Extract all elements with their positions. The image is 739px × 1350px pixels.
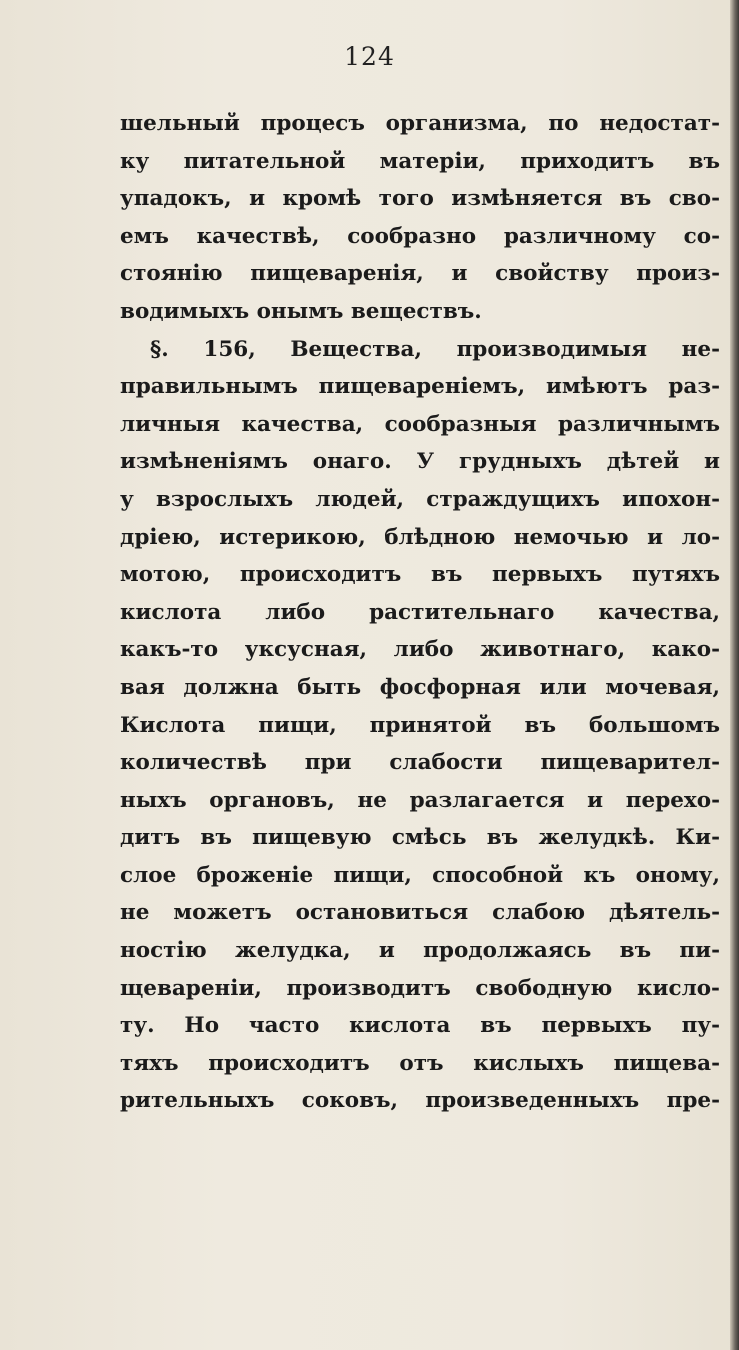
text-line: дитъ въ пищевую смѣсь въ желудкѣ. Ки-: [120, 825, 720, 851]
text-line: дріею, истерикою, блѣдною немочью и ло-: [120, 524, 720, 550]
body-text: [120, 105, 720, 1120]
text-line: личныя качества, сообразныя различнымъ: [120, 411, 720, 437]
text-line: Кислота пищи, принятой въ большомъ: [120, 712, 720, 738]
text-line: ностію желудка, и продолжаясь въ пи-: [120, 938, 720, 964]
text-line: упадокъ, и кромѣ того измѣняется въ сво-: [120, 186, 720, 212]
text-line: не можетъ остановиться слабою дѣятель-: [120, 900, 720, 926]
text-line: емъ качествѣ, сообразно различному со-: [120, 223, 720, 249]
text-line: тяхъ происходитъ отъ кислыхъ пищева-: [120, 1050, 720, 1076]
page-edge-shadow: [730, 0, 739, 1350]
text-line: водимыхъ онымъ веществъ.: [120, 298, 482, 324]
text-line: у взрослыхъ людей, страждущихъ ипохон-: [120, 486, 720, 512]
text-line: щевареніи, производитъ свободную кисло-: [120, 975, 720, 1001]
text-line: рительныхъ соковъ, произведенныхъ пре-: [120, 1088, 720, 1114]
text-line: измѣненіямъ онаго. У грудныхъ дѣтей и: [120, 449, 720, 475]
text-line: вая должна быть фосфорная или мочевая,: [120, 674, 720, 700]
text-line: ту. Но часто кислота въ первыхъ пу-: [120, 1013, 720, 1039]
text-line: какъ-то уксусная, либо животнаго, како-: [120, 637, 720, 663]
text-line: стоянію пищеваренія, и свойству произ-: [120, 261, 720, 287]
text-line: шельный процесъ организма, по недостат-: [120, 111, 720, 136]
text-line: мотою, происходитъ въ первыхъ путяхъ: [120, 562, 720, 588]
text-line: слое броженіе пищи, способной къ оному,: [120, 862, 720, 888]
text-line: количествѣ при слабости пищеварител-: [120, 750, 720, 776]
text-line: ныхъ органовъ, не разлагается и перехо-: [120, 787, 720, 813]
text-line: кислота либо растительнаго качества,: [120, 599, 720, 625]
page-number: 124: [344, 42, 395, 71]
text-line: §. 156, Вещества, производимыя не-: [150, 336, 720, 362]
text-line: ку питательной матеріи, приходитъ въ: [120, 148, 720, 174]
text-line: правильнымъ пищевареніемъ, имѣютъ раз-: [120, 374, 720, 400]
